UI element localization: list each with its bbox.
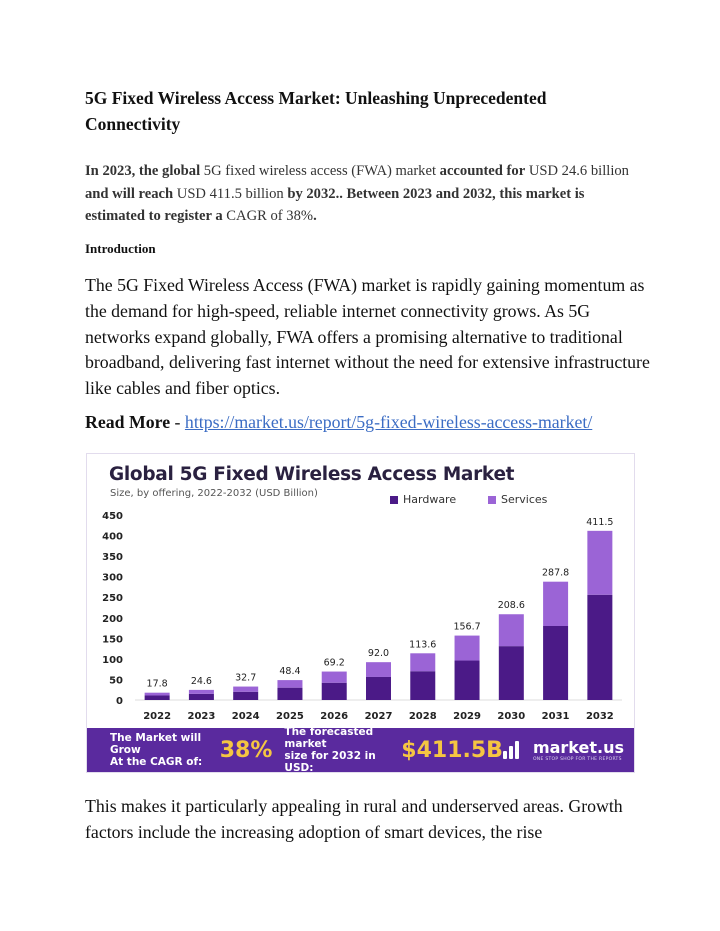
x-tick-label: 2031: [541, 711, 570, 722]
infographic-title: Global 5G Fixed Wireless Access Market: [109, 464, 515, 485]
legend-hardware-label: Hardware: [403, 493, 457, 506]
bar-services-2022: [145, 693, 170, 696]
article-title: 5G Fixed Wireless Access Market: Unleashing Unprecedented Connectivity: [85, 88, 547, 134]
lead-text-2: USD 24.6 billion: [525, 163, 629, 179]
cagr-caption: [110, 732, 210, 768]
x-tick-label: 2030: [497, 711, 526, 722]
bar-hardware-2031: [543, 626, 568, 700]
bar-hardware-2028: [410, 671, 435, 700]
x-tick-label: 2028: [408, 711, 437, 722]
x-tick-label: 2024: [231, 711, 260, 722]
intro-heading: Introduction: [85, 241, 156, 256]
bar-chart: [87, 504, 635, 729]
x-tick-label: 2025: [276, 711, 304, 722]
bar-hardware-2025: [277, 688, 302, 700]
data-label-2025: 48.4: [279, 666, 301, 678]
bar-hardware-2030: [499, 646, 524, 700]
x-tick-label: 2022: [143, 711, 172, 722]
y-tick-label: 100: [102, 654, 123, 666]
infographic-subtitle: Size, by offering, 2022-2032 (USD Billion): [110, 488, 318, 499]
data-label-2022: 17.8: [146, 678, 168, 690]
y-tick-label: 50: [109, 675, 123, 687]
lead-bold-2: accounted for: [439, 163, 526, 179]
lead-text-1: 5G fixed wireless access (FWA) market: [200, 163, 440, 179]
bar-services-2024: [233, 687, 258, 692]
bar-services-2030: [499, 614, 524, 646]
logo-tagline: ONE STOP SHOP FOR THE REPORTS: [532, 757, 622, 762]
bar-services-2031: [543, 582, 568, 626]
lead-bold-4: by 2032.. Between 2023 and 2032, this market is estimated to register a: [85, 185, 585, 224]
bar-hardware-2032: [587, 595, 612, 700]
legend-hardware-swatch: [390, 496, 398, 504]
x-tick-label: 2032: [585, 711, 614, 722]
intro-paragraph: The 5G Fixed Wireless Access (FWA) market is rapidly gaining momentum as the demand for high-speed, reliable internet connectivity grows. As 5G networks expand globally, FWA offers a promising alternative to traditional broadband, delivering fast internet without the need for extensive infrastructure like cables and fiber optics.: [85, 275, 650, 399]
data-label-2027: 92.0: [367, 648, 390, 660]
bar-services-2023: [189, 690, 214, 694]
lead-text-4: CAGR of 38%: [222, 208, 314, 224]
read-more-link[interactable]: https://market.us/report/5g-fixed-wireless-access-market/: [184, 412, 593, 432]
bar-services-2025: [277, 680, 302, 688]
lead-paragraph: [85, 160, 645, 228]
y-tick-label: 250: [102, 593, 123, 605]
bar-hardware-2029: [455, 661, 480, 700]
market-us-logo-icon: [503, 741, 529, 759]
bar-services-2026: [322, 672, 347, 683]
lead-text-3: USD 411.5 billion: [173, 185, 288, 202]
lead-bold-3: and will reach: [85, 185, 174, 202]
x-tick-label: 2027: [364, 711, 393, 722]
lead-bold-5: .: [313, 208, 317, 224]
bar-services-2027: [366, 662, 391, 677]
bar-services-2032: [587, 531, 612, 595]
forecast-caption: [284, 726, 391, 773]
cagr-caption-line1: The Market will Grow: [110, 732, 202, 756]
x-tick-label: 2029: [453, 711, 481, 722]
data-label-2023: 24.6: [190, 675, 212, 687]
legend-services-swatch: [488, 496, 496, 504]
cagr-caption-line2: At the CAGR of:: [110, 756, 203, 768]
forecast-value: $411.5B: [401, 737, 503, 763]
closing-paragraph: This makes it particularly appealing in rural and underserved areas. Growth factors include the increasing adoption of smart devices, the rise: [85, 796, 623, 842]
bar-hardware-2027: [366, 677, 391, 700]
data-label-2029: 156.7: [453, 621, 481, 633]
read-more-line: [85, 412, 592, 433]
market-us-logo: [503, 738, 624, 762]
y-tick-label: 200: [102, 613, 123, 625]
y-tick-label: 400: [102, 531, 123, 543]
y-tick-label: 300: [102, 572, 123, 584]
logo-name: market.us: [532, 738, 624, 757]
x-tick-label: 2023: [187, 711, 216, 722]
y-tick-label: 450: [102, 511, 123, 522]
read-more-separator: -: [170, 412, 185, 432]
bar-hardware-2023: [189, 694, 214, 700]
cagr-banner: [87, 728, 635, 772]
data-label-2031: 287.8: [541, 567, 570, 579]
y-tick-label: 150: [102, 634, 123, 646]
bar-hardware-2026: [322, 683, 347, 700]
bar-hardware-2022: [145, 695, 170, 700]
y-tick-label: 350: [102, 552, 123, 564]
legend-services-label: Services: [501, 493, 548, 506]
lead-bold-1: In 2023, the global: [85, 163, 201, 179]
forecast-caption-line1: The forecasted market: [284, 726, 374, 750]
y-tick-label: 0: [116, 696, 123, 707]
read-more-label: Read More: [85, 412, 171, 432]
x-tick-label: 2026: [320, 711, 349, 722]
forecast-caption-line2: size for 2032 in USD:: [284, 750, 376, 773]
data-label-2032: 411.5: [586, 516, 614, 528]
data-label-2028: 113.6: [409, 639, 437, 651]
data-label-2030: 208.6: [497, 600, 525, 612]
bar-services-2029: [455, 636, 480, 661]
cagr-value: 38%: [219, 737, 273, 763]
data-label-2026: 69.2: [323, 657, 345, 669]
bar-hardware-2024: [233, 692, 258, 700]
data-label-2024: 32.7: [235, 672, 257, 684]
bar-services-2028: [410, 653, 435, 671]
market-infographic: [86, 453, 635, 773]
